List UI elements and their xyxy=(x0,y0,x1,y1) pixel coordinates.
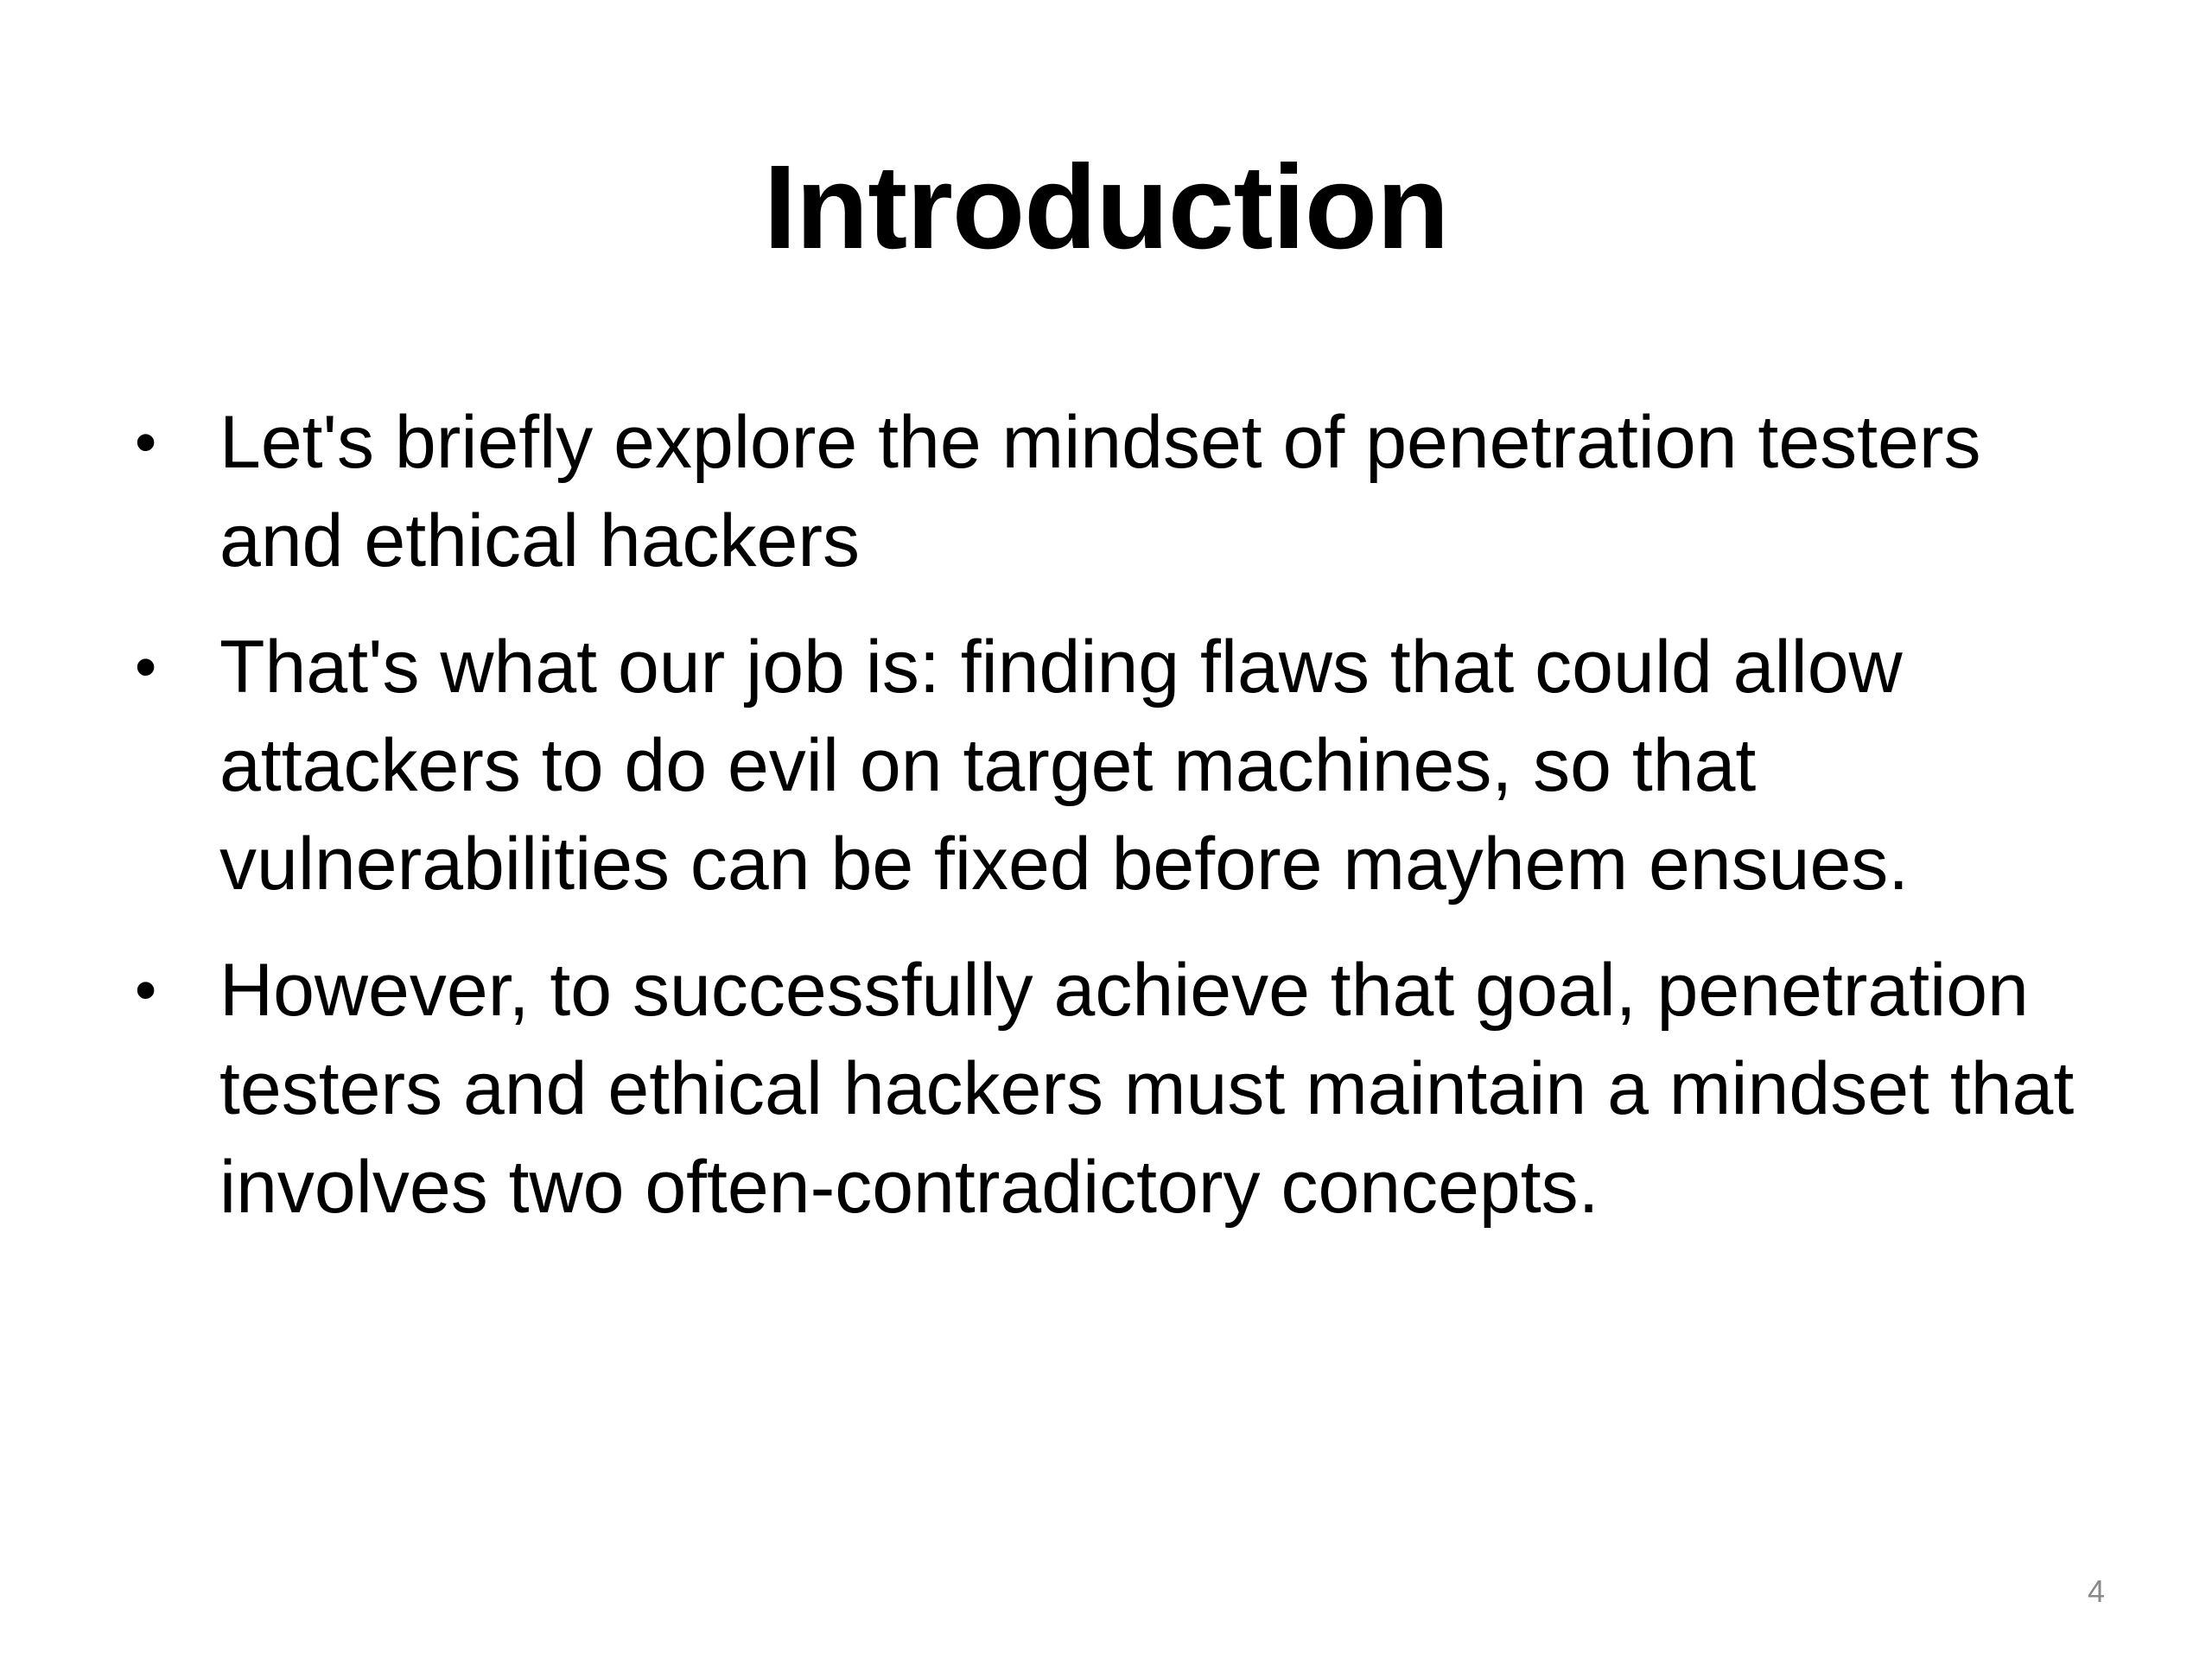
bullet-icon: • xyxy=(135,956,157,1025)
bullet-item xyxy=(130,393,2082,590)
slide-number: 4 xyxy=(2087,1573,2105,1609)
bullet-list xyxy=(130,393,2082,1264)
bullet-item xyxy=(130,941,2082,1236)
bullet-text: That's what our job is: finding flaws that could allow attackers to do evil on target machines, so that vulnerabilities can be fixed before mayhem ensues. xyxy=(219,626,1910,906)
bullet-text: However, to successfully achieve that goal, penetration testers and ethical hackers must maintain a mindset that involves two often-contradictory concepts. xyxy=(219,949,2075,1229)
bullet-icon: • xyxy=(135,408,157,477)
bullet-text: Let's briefly explore the mindset of penetration testers and ethical hackers xyxy=(219,401,1981,582)
bullet-icon: • xyxy=(135,632,157,702)
slide-title: Introduction xyxy=(763,141,1449,274)
bullet-item xyxy=(130,618,2082,913)
